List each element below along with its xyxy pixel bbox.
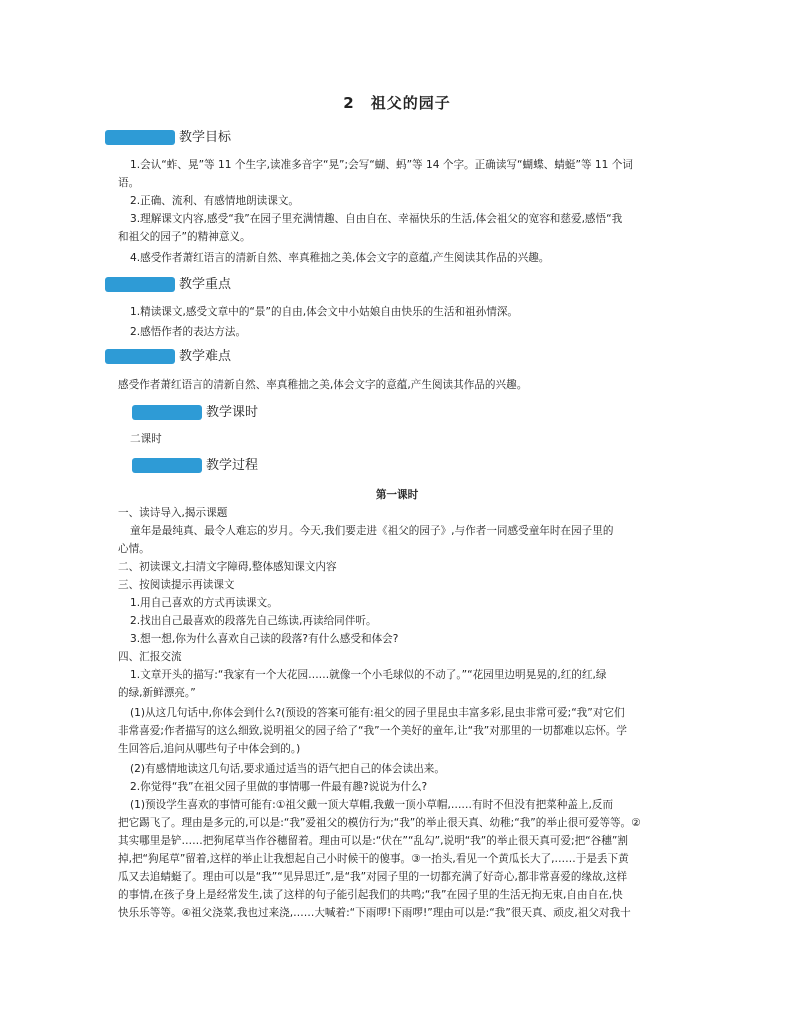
paragraph-line: 4.感受作者萧红语言的清新自然、率真稚拙之美,体会文字的意蕴,产生阅读其作品的兴趣。 <box>130 252 550 264</box>
paragraph-line: 非常喜爱;作者描写的这么细致,说明祖父的园子给了“我”一个美好的童年,让“我”对那里的一切都难以忘怀。学 <box>118 725 627 737</box>
paragraph-line: 快乐乐等等。④祖父浇菜,我也过来浇,……大喊着:“下雨啰!下雨啰!”理由可以是:“我”很天真、顽皮,祖父对我十 <box>118 907 631 919</box>
page-title: 2 祖父的园子 <box>343 94 451 112</box>
paragraph-line: 童年是最纯真、最令人难忘的岁月。今天,我们要走进《祖父的园子》,与作者一同感受童年时在园子里的 <box>130 525 614 537</box>
paragraph-line: 2.找出自己最喜欢的段落先自己练读,再读给同伴听。 <box>130 615 377 627</box>
paragraph-line: 2.感悟作者的表达方法。 <box>130 326 247 338</box>
paragraph-line: 的事情,在孩子身上是经常发生,读了这样的句子能引起我们的共鸣;“我”在园子里的生活无拘无束,自由自在,快 <box>118 889 623 901</box>
heading-bar-decoration <box>132 405 202 420</box>
paragraph-line: 1.会认“蚱、晃”等 11 个生字,读准多音字“晃”;会写“蝴、蚂”等 14 个字。正确读写“蝴蝶、蜻蜓”等 11 个词 <box>130 159 633 171</box>
paragraph-line: 2.正确、流利、有感情地朗读课文。 <box>130 195 300 207</box>
paragraph-line: 生回答后,追问从哪些句子中体会到的。) <box>118 743 301 755</box>
section-heading-label: 教学目标 <box>179 130 232 145</box>
paragraph-line: 3.想一想,你为什么喜欢自己读的段落?有什么感受和体会? <box>130 633 399 645</box>
paragraph-line: 二课时 <box>130 433 162 445</box>
section-heading-label: 教学过程 <box>206 458 259 473</box>
paragraph-line: 把它踢飞了。理由是多元的,可以是:“我”爱祖父的模仿行为;“我”的举止很天真、幼稚;“我”的举止很可爱等等。② <box>118 817 641 829</box>
paragraph-line: (2)有感情地读这几句话,要求通过适当的语气把自己的体会读出来。 <box>130 763 445 775</box>
section-heading-label: 教学重点 <box>179 277 232 292</box>
paragraph-line: 二、初读课文,扫清文字障碍,整体感知课文内容 <box>118 561 337 573</box>
paragraph-line: (1)预设学生喜欢的事情可能有:①祖父戴一顶大草帽,我戴一顶小草帽,……有时不但没有把菜种盖上,反而 <box>130 799 614 811</box>
heading-bar-decoration <box>105 130 175 145</box>
paragraph-line: 掉,把“狗尾草”留着,这样的举止让我想起自己小时候干的傻事。③一抬头,看见一个黄瓜长大了,……于是丢下黄 <box>118 853 629 865</box>
paragraph-line: 四、汇报交流 <box>118 651 182 663</box>
paragraph-line: (1)从这几句话中,你体会到什么?(预设的答案可能有:祖父的园子里昆虫丰富多彩,昆虫非常可爱;“我”对它们 <box>130 707 625 719</box>
section-heading-difficulties <box>105 347 325 369</box>
paragraph-line: 其实哪里是铲……把狗尾草当作谷穗留着。理由可以是:“伏在”“乱勾”,说明“我”的举止很天真可爱;把“谷穗”割 <box>118 835 628 847</box>
paragraph-line: 语。 <box>118 177 140 189</box>
paragraph-line: 2.你觉得“我”在祖父园子里做的事情哪一件最有趣?说说为什么? <box>130 781 428 793</box>
section-heading-key-points <box>105 275 325 297</box>
paragraph-line: 的绿,新鲜漂亮。” <box>118 687 196 699</box>
section-heading-label: 教学课时 <box>206 405 259 420</box>
section-heading-periods <box>132 403 352 425</box>
paragraph-line: 和祖父的园子”的精神意义。 <box>118 231 251 243</box>
paragraph-line: 1.用自己喜欢的方式再读课文。 <box>130 597 278 609</box>
heading-bar-decoration <box>105 349 175 364</box>
section-heading-process <box>132 456 352 478</box>
paragraph-line: 1.精读课文,感受文章中的“景”的自由,体会文中小姑娘自由快乐的生活和祖孙情深。 <box>130 306 519 318</box>
paragraph-line: 3.理解课文内容,感受“我”在园子里充满情趣、自由自在、幸福快乐的生活,体会祖父的宽容和慈爱,感悟“我 <box>130 213 623 225</box>
paragraph-line: 三、按阅读提示再读课文 <box>118 579 235 591</box>
heading-bar-decoration <box>132 458 202 473</box>
section-heading-goals <box>105 128 325 150</box>
paragraph-line: 瓜又去追蜻蜓了。理由可以是“我”“见异思迁”,是“我”对园子里的一切都充满了好奇心,都非常喜爱的缘故,这样 <box>118 871 628 883</box>
paragraph-line: 一、读诗导入,揭示课题 <box>118 507 228 519</box>
paragraph-line: 心情。 <box>118 543 150 555</box>
lesson-title: 第一课时 <box>375 489 419 501</box>
section-heading-label: 教学难点 <box>179 349 232 364</box>
paragraph-line: 感受作者萧红语言的清新自然、率真稚拙之美,体会文字的意蕴,产生阅读其作品的兴趣。 <box>118 379 528 391</box>
heading-bar-decoration <box>105 277 175 292</box>
paragraph-line: 1.文章开头的描写:“我家有一个大花园……就像一个小毛球似的不动了。”“花园里边明晃晃的,红的红,绿 <box>130 669 607 681</box>
